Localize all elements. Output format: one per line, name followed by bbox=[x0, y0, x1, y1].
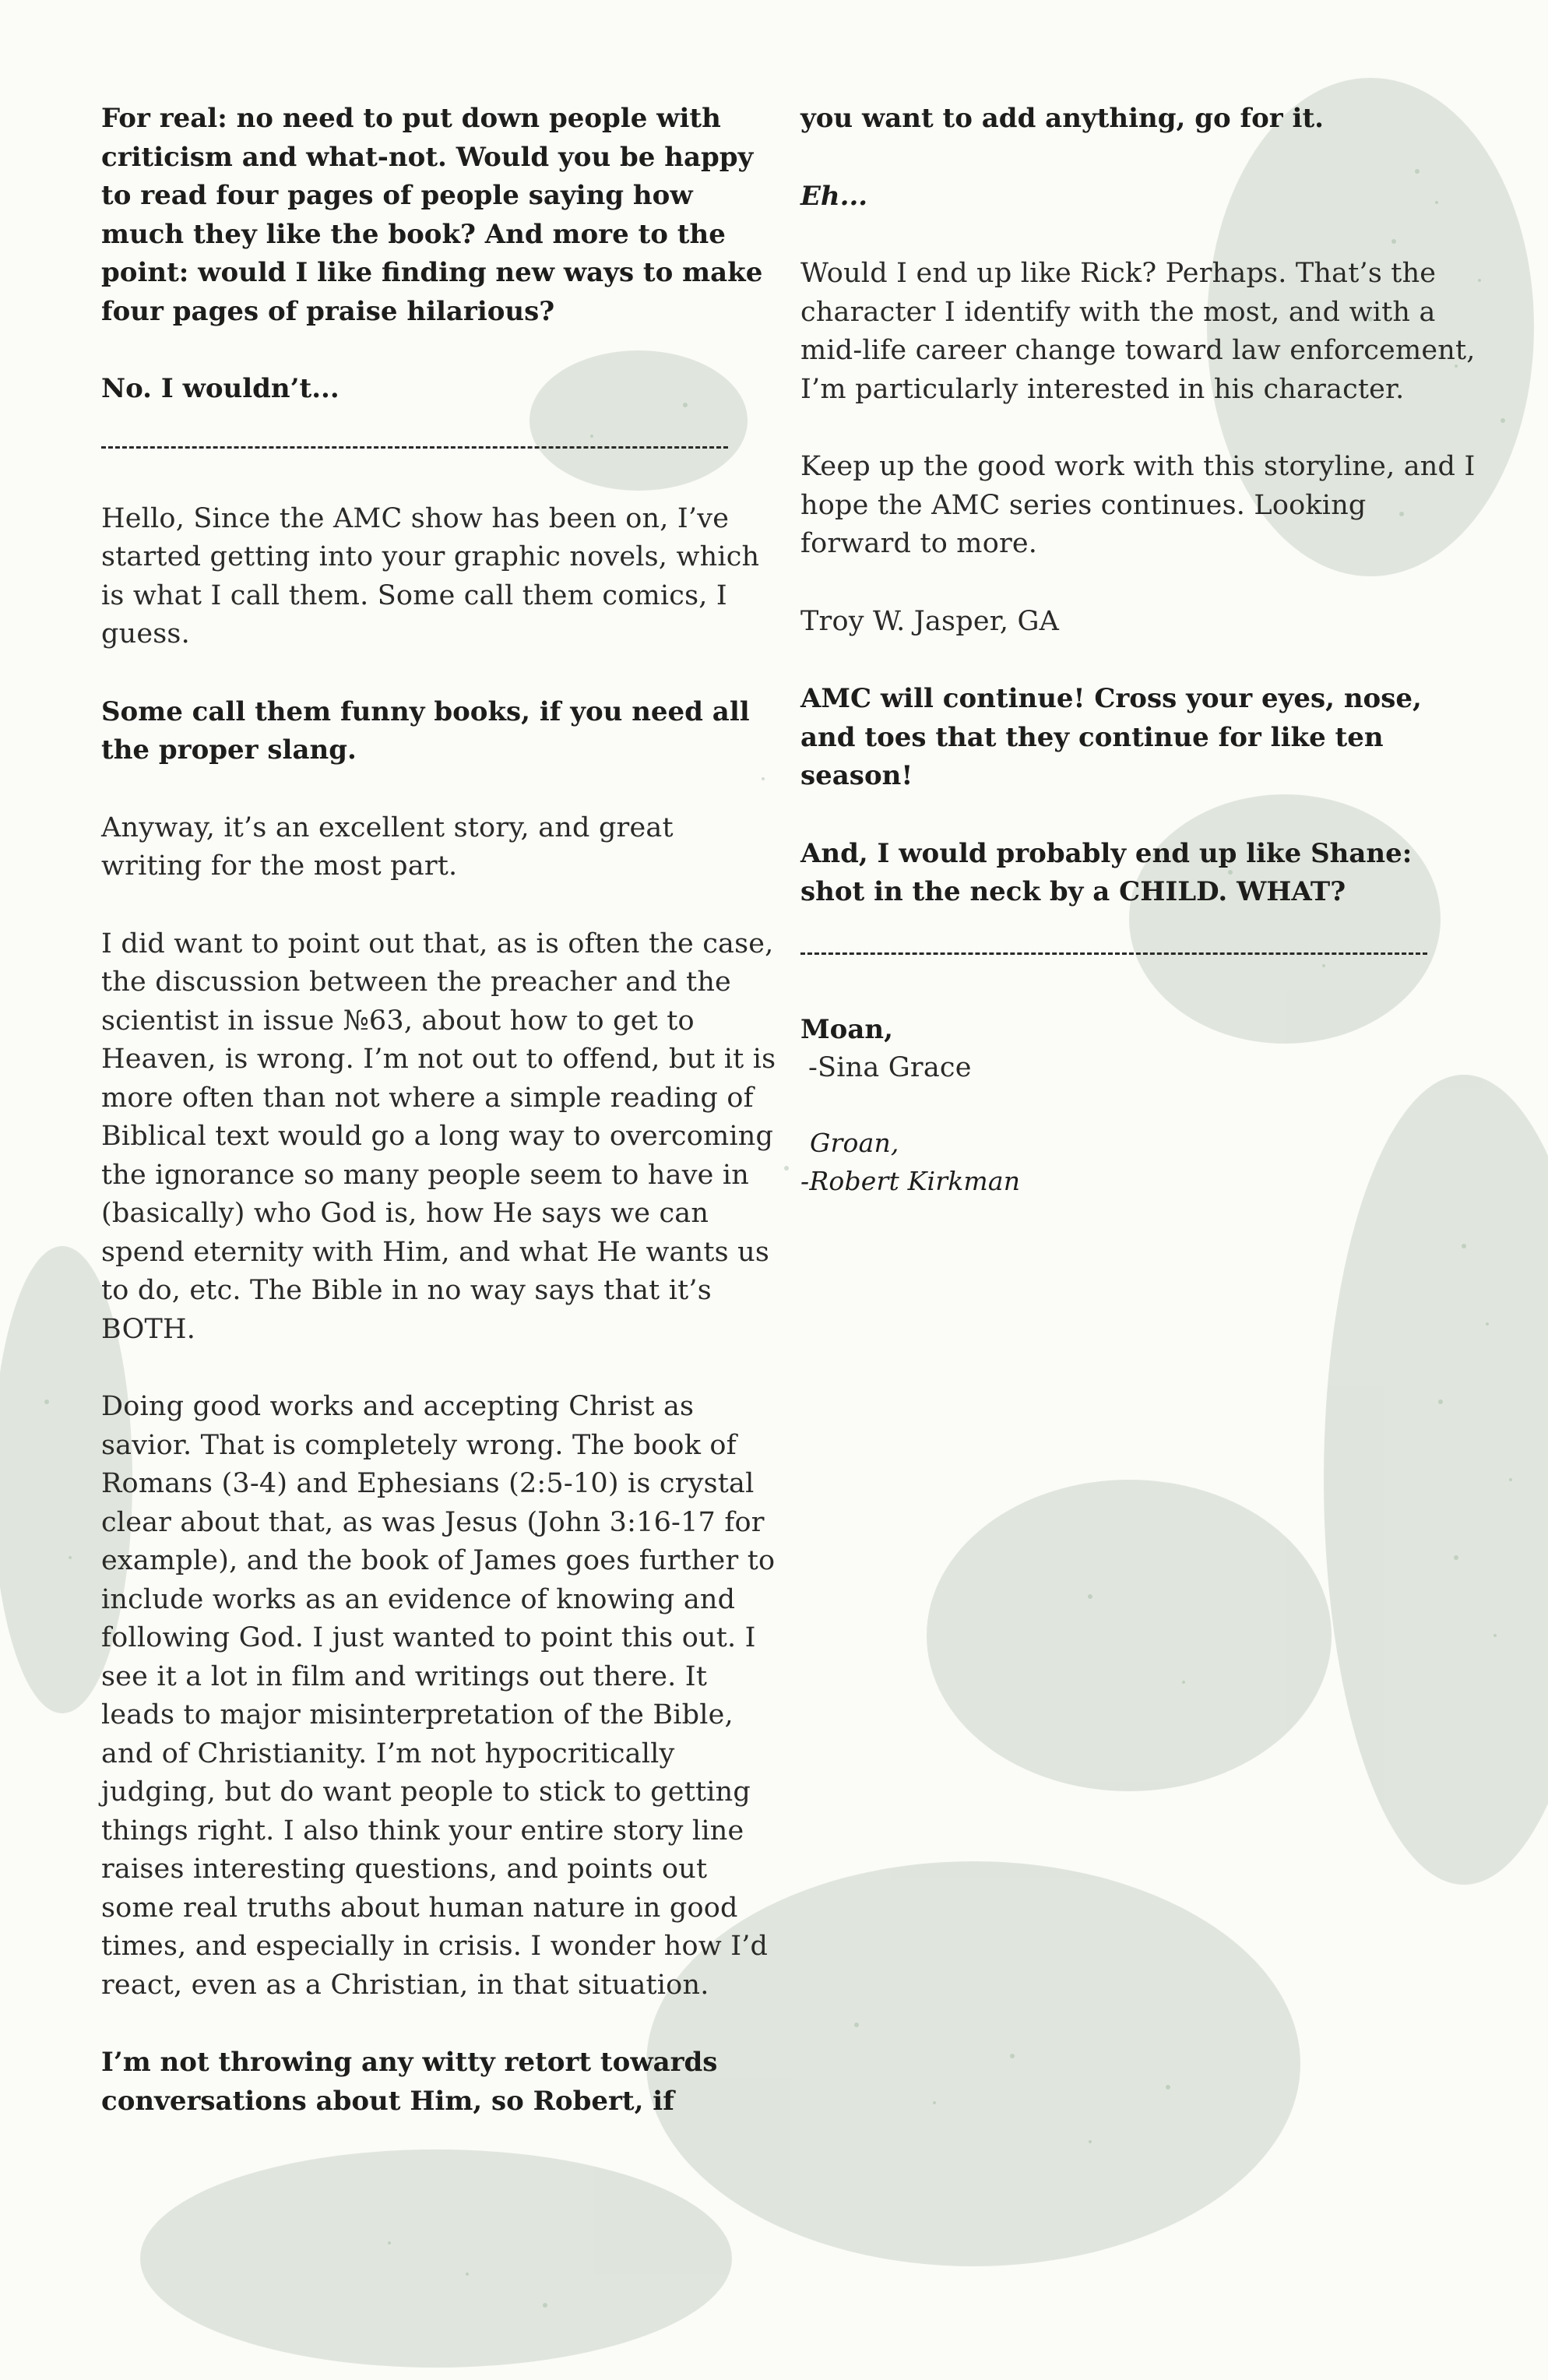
letter-paragraph: Would I end up like Rick? Perhaps. That’s the character I identify with the most, and with a mid-life career change toward law enforcement, I’m particularly interested in his character. bbox=[800, 258, 1476, 405]
reply-paragraph: Eh... bbox=[800, 180, 868, 212]
sign-off: Groan, bbox=[810, 1127, 899, 1158]
left-column bbox=[101, 100, 779, 2121]
reply-paragraph: I’m not throwing any witty retort towards conversations about Him, so Robert, if bbox=[101, 2047, 718, 2117]
letter-paragraph: Anyway, it’s an excellent story, and great writing for the most part. bbox=[101, 812, 674, 882]
reply-paragraph: Some call them funny books, if you need all the proper slang. bbox=[101, 695, 750, 766]
divider bbox=[101, 446, 728, 449]
sign-off: Moan, bbox=[800, 1013, 893, 1045]
letter-paragraph: Doing good works and accepting Christ as savior. That is completely wrong. The book of Romans (3-4) and Ephesians (2:5-10) is crystal clear about that, as was Jesus (John 3:16-17 for example), and the book of James goes further to include works as an evidence of knowing and following God. I just wanted to point this out. I see it a lot in film and writings out there. It leads to major misinterpretation of the Bible, and of Christianity. I’m not hypocritically judging, but do want people to stick to getting things right. I also think your entire story line raises interesting questions, and points out some real truths about human nature in good times, and especially in crisis. I wonder how I’d react, even as a Christian, in that situation. bbox=[101, 1391, 776, 2001]
right-column bbox=[800, 100, 1478, 1201]
letter-paragraph: I did want to point out that, as is often the case, the discussion between the preacher and the scientist in issue №63, about how to get to Heaven, is wrong. I’m not out to offend, but it is more often than not where a simple reading of Biblical text would go a long way to overcoming the ignorance so many people seem to have in (basically) who God is, how He says we can spend eternity with Him, and what He wants us to do, etc. The Bible in no way says that it’s BOTH. bbox=[101, 928, 776, 1345]
letter-paragraph: Hello, Since the AMC show has been on, I’ve started getting into your graphic novels, which is what I call them. Some call them comics, I guess. bbox=[101, 502, 760, 650]
reply-paragraph: AMC will continue! Cross your eyes, nose, and toes that they continue for like ten season! bbox=[800, 683, 1422, 791]
reply-paragraph: For real: no need to put down people with criticism and what-not. Would you be happy to read four pages of people saying how much they like the book? And more to the point: would I like finding new ways to make four pages of praise hilarious? bbox=[101, 103, 763, 327]
reply-paragraph: you want to add anything, go for it. bbox=[800, 103, 1324, 134]
letter-paragraph: Keep up the good work with this storyline, and I hope the AMC series continues. Looking forward to more. bbox=[800, 451, 1476, 559]
divider bbox=[800, 952, 1427, 955]
reply-paragraph: And, I would probably end up like Shane: shot in the neck by a CHILD. WHAT? bbox=[800, 837, 1413, 907]
signer-name: -Sina Grace bbox=[808, 1052, 972, 1083]
signer-name: -Robert Kirkman bbox=[800, 1166, 1021, 1196]
reply-paragraph: No. I wouldn’t... bbox=[101, 373, 340, 404]
letter-signature: Troy W. Jasper, GA bbox=[800, 605, 1060, 637]
